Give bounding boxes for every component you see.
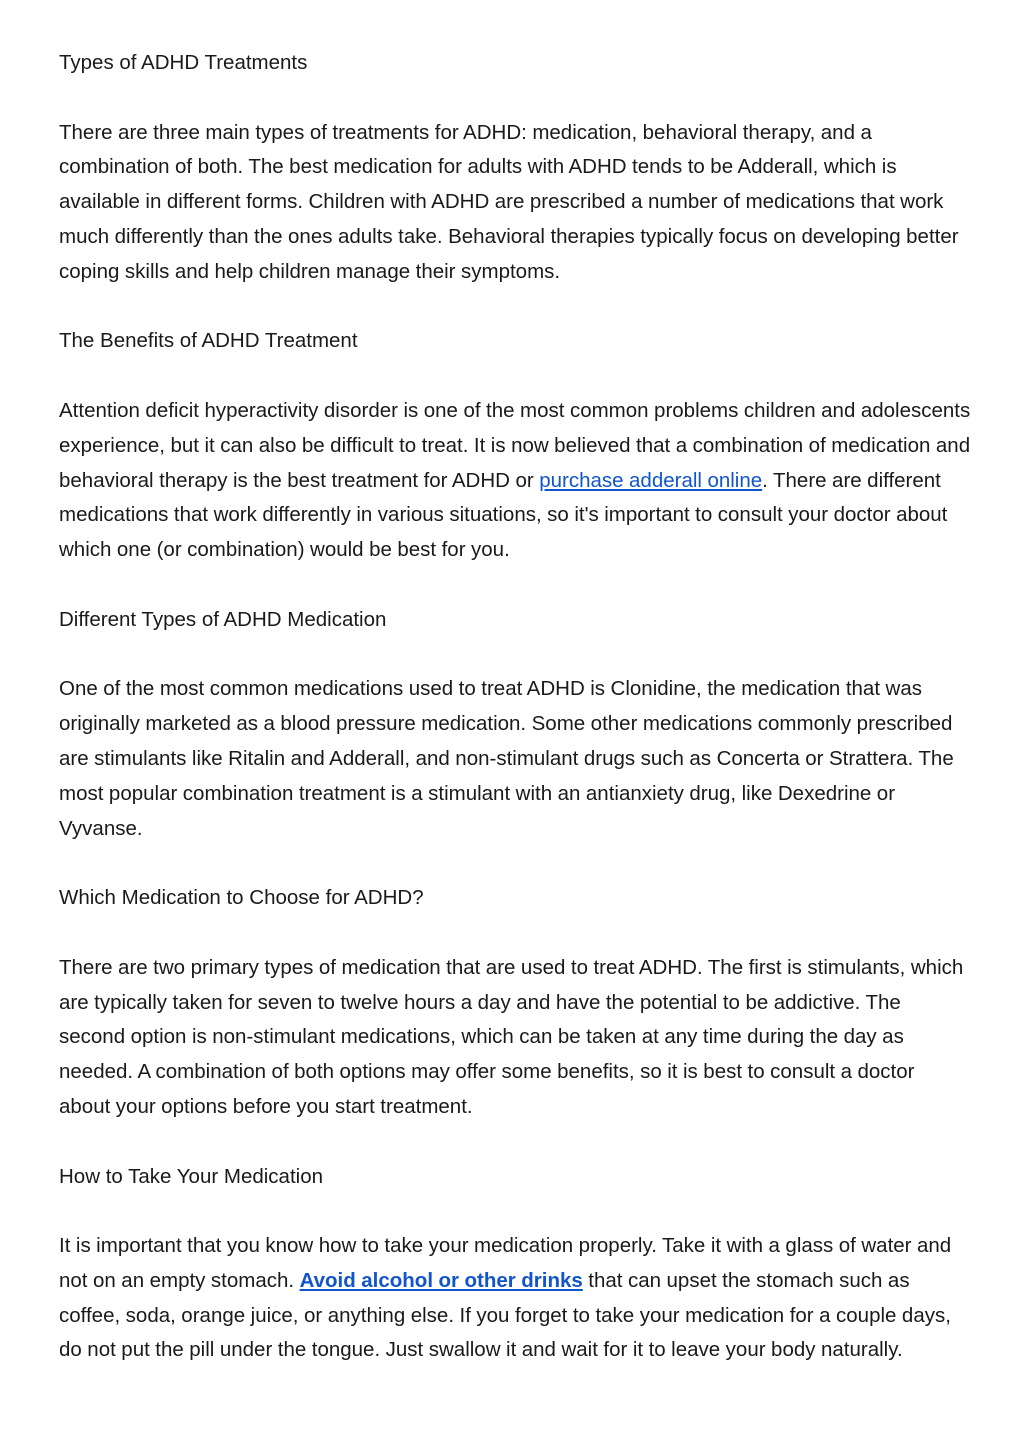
avoid-alcohol-link[interactable]: Avoid alcohol or other drinks xyxy=(299,1268,583,1292)
heading-how-to-take-your-medication: How to Take Your Medication xyxy=(59,1164,324,1188)
heading-types-of-adhd-treatments: Types of ADHD Treatments xyxy=(59,51,308,74)
paragraph-benefits-of-adhd-treatment xyxy=(59,394,971,568)
paragraph-which-medication-to-choose: There are two primary types of medication that are used to treat ADHD. The first is stimulants, which are typically taken for seven to twelve hours a day and have the potential to be addictive. The second option is non-stimulant medications, which can be taken at any time during the day as needed. A combination of both options may offer some benefits, so it is best to consult a doctor about your options before you start treatment. xyxy=(59,955,964,1118)
document-page xyxy=(59,46,971,1403)
paragraph-types-of-adhd-treatments: There are three main types of treatments for ADHD: medication, behavioral therapy, and a combination of both. The best medication for adults with ADHD tends to be Adderall, which is available in different forms. Children with ADHD are prescribed a number of medications that work much differently than the ones adults take. Behavioral therapies typically focus on developing better coping skills and help children manage their symptoms. xyxy=(59,120,959,283)
paragraph-text-after-link: that can upset the stomach such as coffee, soda, orange juice, or anything else. If you forget to take your medication for a couple days, do not put the pill under the tongue. Just swallow it and wait for it to leave your body naturally. xyxy=(59,1268,951,1362)
paragraph-text-after-link: . There are different medications that work differently in various situations, so it's important to consult your doctor about which one (or combination) would be best for you. xyxy=(59,468,948,562)
heading-benefits-of-adhd-treatment: The Benefits of ADHD Treatment xyxy=(59,329,358,353)
paragraph-text-before-link: It is important that you know how to take your medication properly. Take it with a glass of water and not on an empty stomach. xyxy=(59,1234,952,1292)
purchase-adderall-link[interactable]: purchase adderall online xyxy=(539,468,763,492)
paragraph-text-before-link: Attention deficit hyperactivity disorder is one of the most common problems children and adolescents experience, but it can also be difficult to treat. It is now believed that a combination of medication and behavioral therapy is the best treatment for ADHD or xyxy=(59,398,971,492)
heading-different-types-of-adhd-medication: Different Types of ADHD Medication xyxy=(59,607,387,631)
heading-which-medication-to-choose: Which Medication to Choose for ADHD? xyxy=(59,886,424,910)
paragraph-different-types-of-adhd-medication: One of the most common medications used to treat ADHD is Clonidine, the medication that was originally marketed as a blood pressure medication. Some other medications commonly prescribed are stimulants like Ritalin and Adderall, and non-stimulant drugs such as Concerta or Strattera. The most popular combination treatment is a stimulant with an antianxiety drug, like Dexedrine or Vyvanse. xyxy=(59,677,954,840)
paragraph-how-to-take-your-medication xyxy=(59,1229,971,1368)
